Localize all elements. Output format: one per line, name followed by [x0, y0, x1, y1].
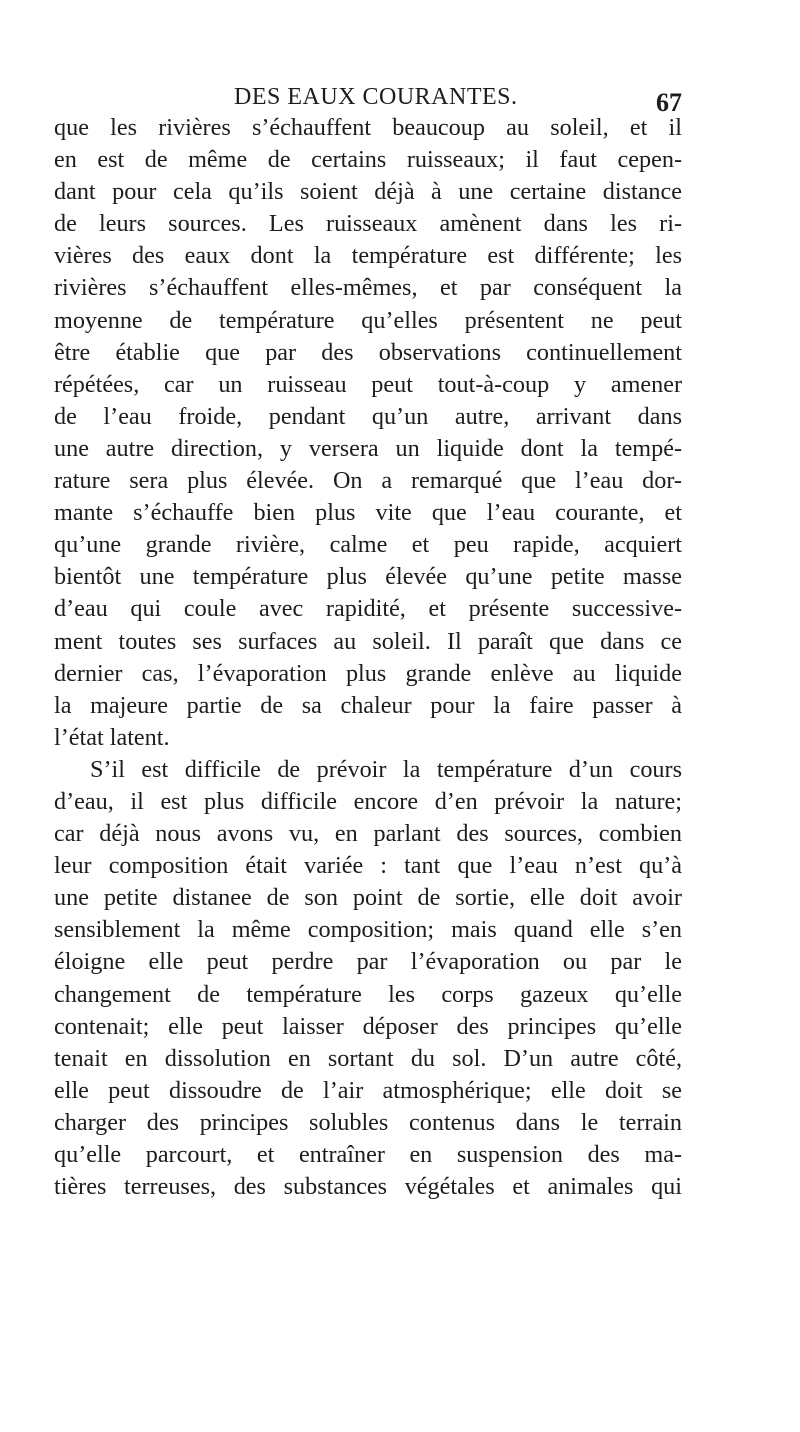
text-line: mante s’échauffe bien plus vite que l’eau courante, et: [54, 499, 682, 527]
text-line: rature sera plus élevée. On a remarqué que l’eau dor-: [54, 467, 682, 495]
text-line: rivières s’échauffent elles-mêmes, et par conséquent la: [54, 274, 682, 302]
body-text: [54, 112, 682, 1203]
text-line: d’eau qui coule avec rapidité, et présente successive-: [54, 595, 682, 623]
text-line: l’état latent.: [54, 723, 170, 751]
text-line: une autre direction, y versera un liquide dont la tempé-: [54, 434, 682, 462]
text-line: bientôt une température plus élevée qu’une petite masse: [54, 563, 682, 591]
text-line: charger des principes solubles contenus dans le terrain: [54, 1108, 682, 1136]
text-line: éloigne elle peut perdre par l’évaporation ou par le: [54, 948, 682, 976]
text-line: contenait; elle peut laisser déposer des principes qu’elle: [54, 1012, 682, 1040]
text-line: S’il est difficile de prévoir la température d’un cours: [90, 755, 682, 783]
paragraph-1: [54, 112, 682, 754]
text-line: répétées, car un ruisseau peut tout-à-coup y amener: [54, 370, 682, 398]
text-line: en est de même de certains ruisseaux; il faut cepen-: [54, 146, 682, 174]
text-line: moyenne de température qu’elles présentent ne peut: [54, 306, 682, 334]
text-line: de l’eau froide, pendant qu’un autre, arrivant dans: [54, 402, 682, 430]
text-line: que les rivières s’échauffent beaucoup au soleil, et il: [54, 114, 682, 141]
text-line: qu’une grande rivière, calme et peu rapide, acquiert: [54, 531, 682, 559]
running-title: DES EAUX COURANTES.: [234, 84, 518, 110]
text-line: la majeure partie de sa chaleur pour la faire passer à: [54, 691, 682, 719]
text-line: elle peut dissoudre de l’air atmosphérique; elle doit se: [54, 1076, 682, 1104]
text-line: ment toutes ses surfaces au soleil. Il paraît que dans ce: [54, 627, 682, 655]
text-line: vières des eaux dont la température est différente; les: [54, 242, 682, 270]
paragraph-2: [54, 754, 682, 1203]
text-line: dant pour cela qu’ils soient déjà à une certaine distance: [54, 178, 682, 206]
text-line: tières terreuses, des substances végétales et animales qui: [54, 1173, 682, 1201]
text-line: changement de température les corps gazeux qu’elle: [54, 980, 682, 1008]
text-line: leur composition était variée : tant que l’eau n’est qu’à: [54, 852, 682, 880]
text-line: car déjà nous avons vu, en parlant des sources, combien: [54, 820, 682, 848]
text-line: être établie que par des observations continuellement: [54, 338, 682, 366]
text-line: dernier cas, l’évaporation plus grande enlève au liquide: [54, 659, 682, 687]
text-line: sensiblement la même composition; mais quand elle s’en: [54, 916, 682, 944]
text-line: tenait en dissolution en sortant du sol. D’un autre côté,: [54, 1044, 682, 1072]
text-line: qu’elle parcourt, et entraîner en suspension des ma-: [54, 1141, 682, 1168]
text-line: d’eau, il est plus difficile encore d’en prévoir la nature;: [54, 787, 682, 815]
text-line: une petite distanee de son point de sortie, elle doit avoir: [54, 884, 682, 912]
page-number: 67: [656, 88, 682, 117]
text-line: de leurs sources. Les ruisseaux amènent dans les ri-: [54, 210, 682, 238]
